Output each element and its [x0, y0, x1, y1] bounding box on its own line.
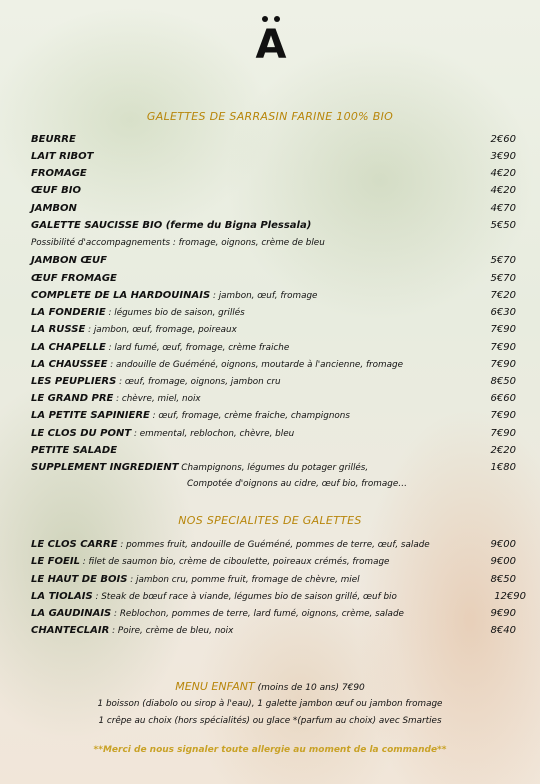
menu-item: LE CLOS CARRE : pommes fruit, andouille de Guéméné, pommes de terre, œuf, salade 9€00	[31, 539, 516, 550]
accompaniment-note: Possibilité d'accompagnements : fromage, oignons, crème de bleu	[31, 238, 325, 248]
menu-item: LA CHAPELLE : lard fumé, œuf, fromage, crème fraiche 7€90	[31, 342, 516, 353]
menu-item: JAMBON 4€70	[31, 203, 516, 214]
menu-item: LA CHAUSSEE : andouille de Guéméné, oignons, moutarde à l'ancienne, fromage 7€90	[31, 359, 516, 370]
menu-item: LA PETITE SAPINIERE : œuf, fromage, crème fraiche, champignons 7€90	[31, 410, 516, 421]
menu-item: SUPPLEMENT INGREDIENT Champignons, légumes du potager grillés, 1€80	[31, 462, 516, 473]
menu-item: FROMAGE 4€20	[31, 168, 516, 179]
specialites-section-title: NOS SPECIALITES DE GALETTES	[178, 514, 362, 527]
allergy-note: **Merci de nous signaler toute allergie au moment de la commande**	[93, 745, 447, 755]
menu-item: PETITE SALADE 2€20	[31, 445, 516, 456]
kids-menu-title: MENU ENFANT (moins de 10 ans) 7€90	[175, 680, 365, 693]
menu-item: LA FONDERIE : légumes bio de saison, grillés 6€30	[31, 307, 516, 318]
kids-menu-line: 1 crêpe au choix (hors spécialités) ou glace *(parfum au choix) avec Smarties	[98, 716, 442, 726]
menu-item: LA RUSSE : jambon, œuf, fromage, poireaux 7€90	[31, 324, 516, 335]
menu-item: LE FOEIL : filet de saumon bio, crème de ciboulette, poireaux crémés, fromage 9€00	[31, 556, 516, 567]
menu-item: LAIT RIBOT 3€90	[31, 151, 516, 162]
menu-item: ŒUF FROMAGE 5€70	[31, 273, 516, 284]
menu-item: LES PEUPLIERS : œuf, fromage, oignons, jambon cru 8€50	[31, 376, 516, 387]
menu-item: COMPLETE DE LA HARDOUINAIS : jambon, œuf, fromage 7€20	[31, 290, 516, 301]
supplement-detail: Compotée d'oignons au cidre, œuf bio, fromage…	[187, 479, 408, 489]
menu-item: LA TIOLAIS : Steak de bœuf race à viande, légumes bio de saison grillé, œuf bio 12€90	[31, 591, 526, 602]
menu-item: LE GRAND PRE : chèvre, miel, noix 6€60	[31, 393, 516, 404]
galettes-section-title: GALETTES DE SARRASIN FARINE 100% BIO	[146, 110, 394, 123]
menu-item: JAMBON ŒUF 5€70	[31, 255, 516, 266]
menu-item: LE HAUT DE BOIS : jambon cru, pomme fruit, fromage de chèvre, miel 8€50	[31, 574, 516, 585]
menu-item: ŒUF BIO 4€20	[31, 185, 516, 196]
kids-menu-line: 1 boisson (diabolo ou sirop à l'eau), 1 galette jambon œuf ou jambon fromage	[97, 699, 443, 709]
menu-item: CHANTECLAIR : Poire, crème de bleu, noix 8€40	[31, 625, 516, 636]
menu-item: LE CLOS DU PONT : emmental, reblochon, chèvre, bleu 7€90	[31, 428, 516, 439]
restaurant-logo: A	[253, 11, 289, 67]
menu-item: GALETTE SAUCISSE BIO (ferme du Bigna Plessala) 5€50	[31, 220, 516, 231]
menu-item: BEURRE 2€60	[31, 134, 516, 145]
menu-item: LA GAUDINAIS : Reblochon, pommes de terre, lard fumé, oignons, crème, salade 9€90	[31, 608, 516, 619]
